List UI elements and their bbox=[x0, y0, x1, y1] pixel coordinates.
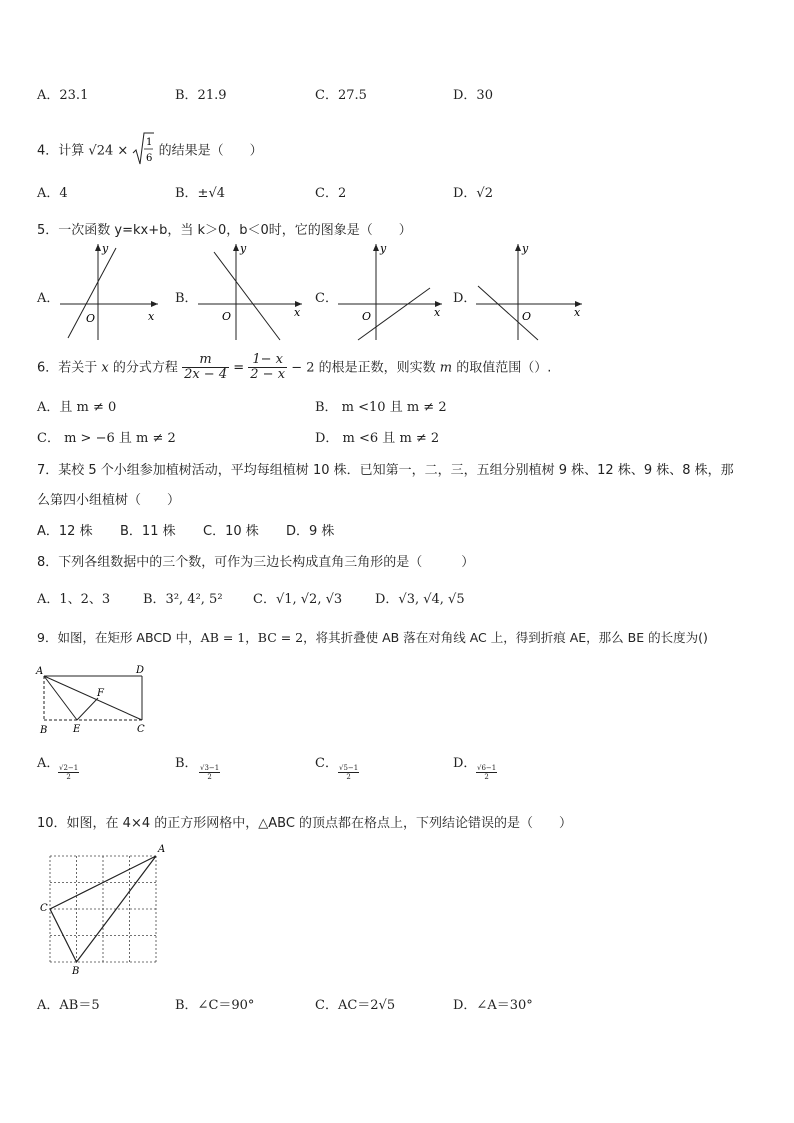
q9-option-c bbox=[315, 752, 338, 771]
q9-option-b-label: B． bbox=[175, 756, 198, 771]
q8-option-d: D．√3, √4, √5 bbox=[375, 592, 465, 607]
q6-frac2 bbox=[248, 353, 287, 383]
q4-prefix: 4．计算 bbox=[37, 143, 85, 159]
q8-option-a: A．1、2、3 bbox=[37, 592, 111, 607]
q7-option-c: C．10 株 bbox=[203, 524, 259, 539]
q6-prefix: 6．若关于 bbox=[37, 360, 98, 376]
q5-d-axis-y: y bbox=[522, 242, 529, 255]
q6-option-a: A．且 m ≠ 0 bbox=[37, 400, 117, 415]
q7-option-b: B．11 株 bbox=[120, 524, 176, 539]
q6-mid: 的分式方程 bbox=[112, 360, 178, 376]
q5-stem: 5．一次函数 y=kx+b，当 k＞0，b＜0时，它的图象是（ ） bbox=[37, 223, 412, 238]
q5-c-axis-x: x bbox=[434, 306, 441, 319]
q9-option-a-den: 2 bbox=[66, 773, 71, 782]
q9-label-d: D bbox=[136, 665, 145, 676]
q9-option-c-num: √5−1 bbox=[339, 764, 359, 772]
q9-option-d-num: √6−1 bbox=[477, 764, 497, 772]
q10-option-d: D．∠A＝30° bbox=[453, 998, 533, 1013]
q4-sqrt-one-sixth bbox=[132, 131, 154, 171]
q9-label-b: B bbox=[40, 725, 48, 736]
q4-sqrt24: √24 bbox=[88, 143, 114, 159]
q5-d-axis-x: x bbox=[574, 306, 581, 319]
q5-a-origin: O bbox=[86, 312, 96, 325]
q9-suffix: ，将其折叠使 AB 落在对角线 AC 上，得到折痕 AE，那么 BE 的长度为 bbox=[303, 630, 699, 645]
q5-graph-b bbox=[196, 240, 306, 344]
q9-label-a: A bbox=[36, 666, 44, 677]
q5-option-d-label: D． bbox=[453, 291, 477, 306]
q9-option-d-frac bbox=[476, 764, 497, 782]
q5-graph-a bbox=[58, 240, 162, 344]
svg-text:6: 6 bbox=[146, 153, 153, 164]
q9-label-c: C bbox=[137, 724, 145, 735]
q4-times: × bbox=[117, 143, 129, 159]
q9-ab: AB = 1 bbox=[200, 630, 246, 645]
q7-stem-line1: 7．某校 5 个小组参加植树活动，平均每组植树 10 株．已知第一，二，三，五组分别植树 9 株、12 株、9 株、8 株，那 bbox=[37, 463, 734, 478]
q10-label-a: A bbox=[158, 844, 166, 855]
q5-d-origin: O bbox=[522, 310, 532, 323]
q10-label-b: B bbox=[72, 966, 80, 977]
q4-option-b: B．±√4 bbox=[175, 186, 226, 201]
q10-option-b: B．∠C＝90° bbox=[175, 998, 255, 1013]
q8-option-c: C．√1, √2, √3 bbox=[253, 592, 343, 607]
svg-text:1: 1 bbox=[146, 137, 153, 148]
q6-option-b: B． m <10 且 m ≠ 2 bbox=[315, 400, 447, 415]
q9-option-d-label: D． bbox=[453, 756, 477, 771]
q6-option-c: C． m > −6 且 m ≠ 2 bbox=[37, 431, 176, 446]
q9-option-c-frac bbox=[338, 764, 359, 782]
q5-option-c-label: C． bbox=[315, 291, 338, 306]
q9-label-e: E bbox=[73, 724, 81, 735]
q9-option-a-frac bbox=[58, 764, 79, 782]
q9-option-a-label: A． bbox=[37, 756, 60, 771]
q9-sep: ， bbox=[245, 630, 258, 645]
q9-option-b-num: √3−1 bbox=[200, 764, 220, 772]
q9-option-c-den: 2 bbox=[346, 773, 351, 782]
q4-option-d: D．√2 bbox=[453, 186, 493, 201]
q5-option-a-label: A． bbox=[37, 291, 60, 306]
q3-option-a: A．23.1 bbox=[37, 88, 89, 103]
q6-var-m: m bbox=[439, 360, 453, 376]
q7-option-d: D．9 株 bbox=[286, 524, 335, 539]
q4-stem bbox=[37, 131, 263, 171]
q10-option-a: A．AB＝5 bbox=[37, 998, 100, 1013]
q5-graph-c bbox=[336, 240, 446, 344]
q5-a-axis-x: x bbox=[148, 310, 155, 323]
q6-frac1-num: m bbox=[182, 353, 229, 368]
q10-option-c: C．AC＝2√5 bbox=[315, 998, 396, 1013]
q7-option-a: A．12 株 bbox=[37, 524, 93, 539]
q9-option-b-frac bbox=[199, 764, 220, 782]
q9-prefix: 9．如图，在矩形 ABCD 中， bbox=[37, 630, 201, 645]
q6-eq-tail: − 2 bbox=[291, 360, 315, 376]
q9-option-c-label: C． bbox=[315, 756, 338, 771]
q6-suffix2: 的取值范围（）. bbox=[456, 360, 552, 376]
q5-b-origin: O bbox=[222, 310, 232, 323]
q9-option-a-num: √2−1 bbox=[59, 764, 79, 772]
q7-stem-line2: 么第四小组植树（ ） bbox=[37, 493, 181, 508]
q9-label-f: F bbox=[97, 688, 104, 699]
q5-a-axis-y: y bbox=[102, 242, 109, 255]
q9-paren: () bbox=[698, 630, 708, 645]
q9-bc: BC = 2 bbox=[257, 630, 304, 645]
q9-option-a bbox=[37, 752, 59, 771]
q5-option-b-label: B． bbox=[175, 291, 198, 306]
q4-option-a: A．4 bbox=[37, 186, 68, 201]
q6-frac2-den: 2 − x bbox=[250, 367, 286, 383]
q6-frac2-num: 1− x bbox=[248, 353, 287, 368]
q5-c-axis-y: y bbox=[380, 242, 387, 255]
q3-option-d: D．30 bbox=[453, 88, 493, 103]
q5-graph-d bbox=[474, 240, 586, 344]
q5-c-origin: O bbox=[362, 310, 372, 323]
q3-option-b: B．21.9 bbox=[175, 88, 227, 103]
q6-var-x: x bbox=[101, 360, 109, 376]
q9-option-b-den: 2 bbox=[207, 773, 212, 782]
q10-label-c: C bbox=[40, 903, 48, 914]
q4-suffix: 的结果是（ ） bbox=[158, 143, 263, 159]
q5-b-axis-x: x bbox=[294, 306, 301, 319]
q9-option-b bbox=[175, 752, 198, 771]
q6-frac1-den: 2x − 4 bbox=[184, 367, 228, 383]
q9-stem bbox=[37, 628, 708, 646]
q6-option-d: D． m <6 且 m ≠ 2 bbox=[315, 431, 440, 446]
q10-grid-figure bbox=[38, 840, 168, 978]
q9-option-d bbox=[453, 752, 476, 771]
q4-option-c: C．2 bbox=[315, 186, 347, 201]
q6-stem: 6．若关于 x 的分式方程 $\frac{m}{2x - 4}$ = $\frac{1- x}{2 - x}$ − 2 的根是正数，则实数 m 的取值范围（）. bbox=[37, 352, 552, 383]
q6-frac1 bbox=[182, 353, 229, 383]
q8-stem: 8．下列各组数据中的三个数，可作为三边长构成直角三角形的是（ ） bbox=[37, 555, 475, 570]
q9-rectangle-figure bbox=[34, 660, 152, 738]
q6-suffix: 的根是正数，则实数 bbox=[318, 360, 436, 376]
q8-option-b: B．3², 4², 5² bbox=[143, 592, 223, 607]
q5-b-axis-y: y bbox=[240, 242, 247, 255]
q10-stem: 10．如图，在 4×4 的正方形网格中，△ABC 的顶点都在格点上，下列结论错误的是（ ） bbox=[37, 816, 573, 831]
q3-option-c: C．27.5 bbox=[315, 88, 367, 103]
q9-option-d-den: 2 bbox=[484, 773, 489, 782]
